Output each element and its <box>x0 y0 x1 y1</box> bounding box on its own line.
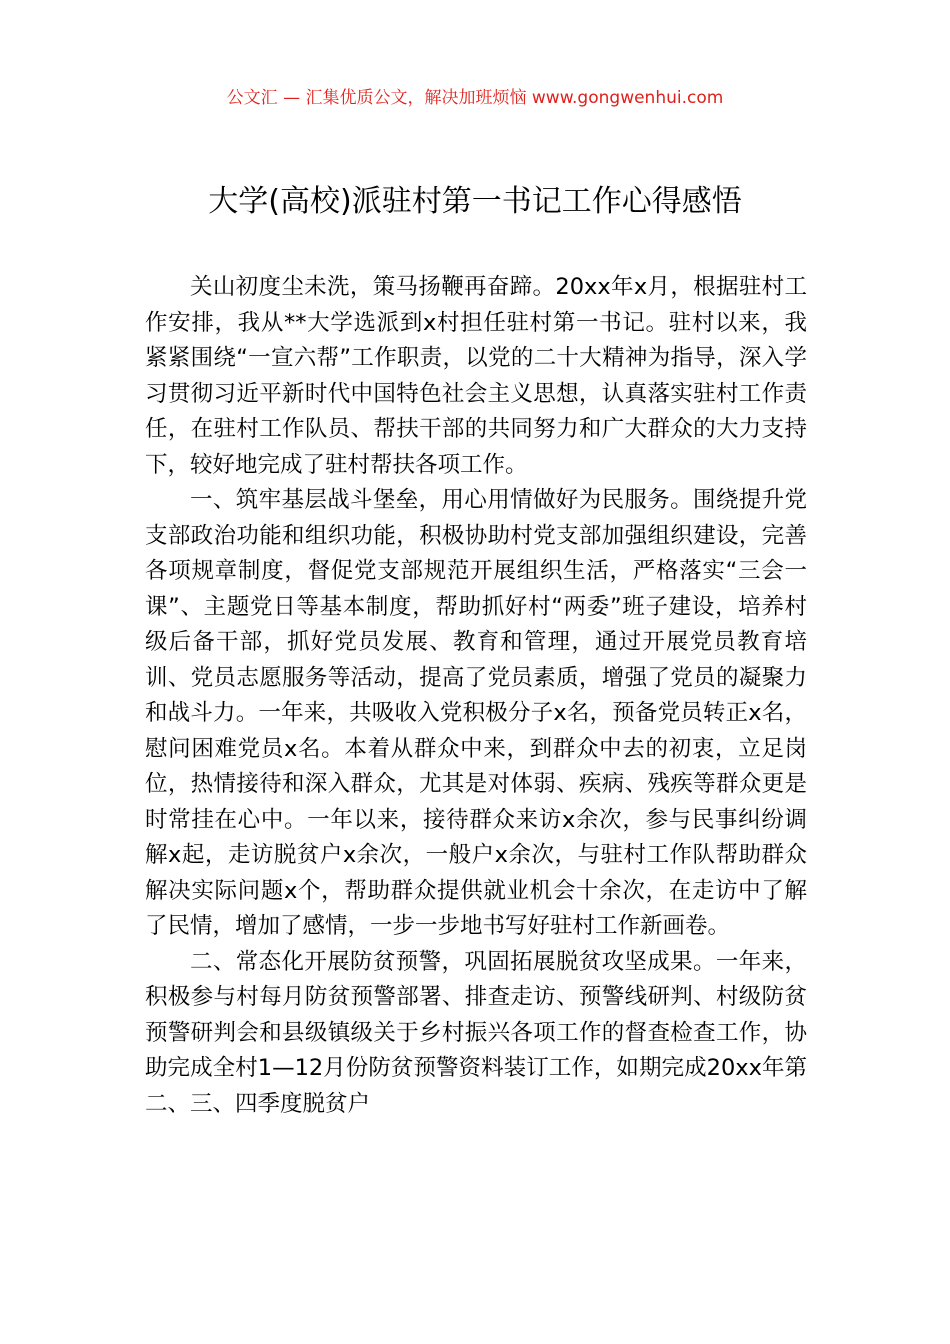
paragraph-section-1: 一、筑牢基层战斗堡垒，用心用情做好为民服务。围绕提升党支部政治功能和组织功能，积极协助村党支部加强组织建设，完善各项规章制度，督促党支部规范开展组织生活，严格落实“三会一课”、主题党日等基本制度，帮助抓好村“两委”班子建设，培养村级后备干部，抓好党员发展、教育和管理，通过开展党员教育培训、党员志愿服务等活动，提高了党员素质，增强了党员的凝聚力和战斗力。一年来，共吸收入党积极分子x名，预备党员转正x名，慰问困难党员x名。本着从群众中来，到群众中去的初衷，立足岗位，热情接待和深入群众，尤其是对体弱、疾病、残疾等群众更是时常挂在心中。一年以来，接待群众来访x余次，参与民事纠纷调解x起，走访脱贫户x余次，一般户x余次，与驻村工作队帮助群众解决实际问题x个，帮助群众提供就业机会十余次，在走访中了解了民情，增加了感情，一步一步地书写好驻村工作新画卷。 <box>145 487 807 939</box>
document-title: 大学(高校)派驻村第一书记工作心得感悟 <box>208 184 742 219</box>
paragraph-section-2: 二、常态化开展防贫预警，巩固拓展脱贫攻坚成果。一年来，积极参与村每月防贫预警部署、排查走访、预警线研判、村级防贫预警研判会和县级镇级关于乡村振兴各项工作的督查检查工作，协助完成全村1—12月份防贫预警资料装订工作，如期完成20xx年第二、三、四季度脱贫户 <box>145 948 807 1117</box>
paragraph-intro: 关山初度尘未洗，策马扬鞭再奋蹄。20xx年x月，根据驻村工作安排，我从**大学选派到x村担任驻村第一书记。驻村以来，我紧紧围绕“一宣六帮”工作职责，以党的二十大精神为指导，深入学习贯彻习近平新时代中国特色社会主义思想，认真落实驻村工作责任，在驻村工作队员、帮扶干部的共同努力和广大群众的大力支持下，较好地完成了驻村帮扶各项工作。 <box>145 274 807 478</box>
header-banner: 公文汇 — 汇集优质公文，解决加班烦恼 www.gongwenhui.com <box>226 88 724 108</box>
document-body <box>145 270 807 1122</box>
